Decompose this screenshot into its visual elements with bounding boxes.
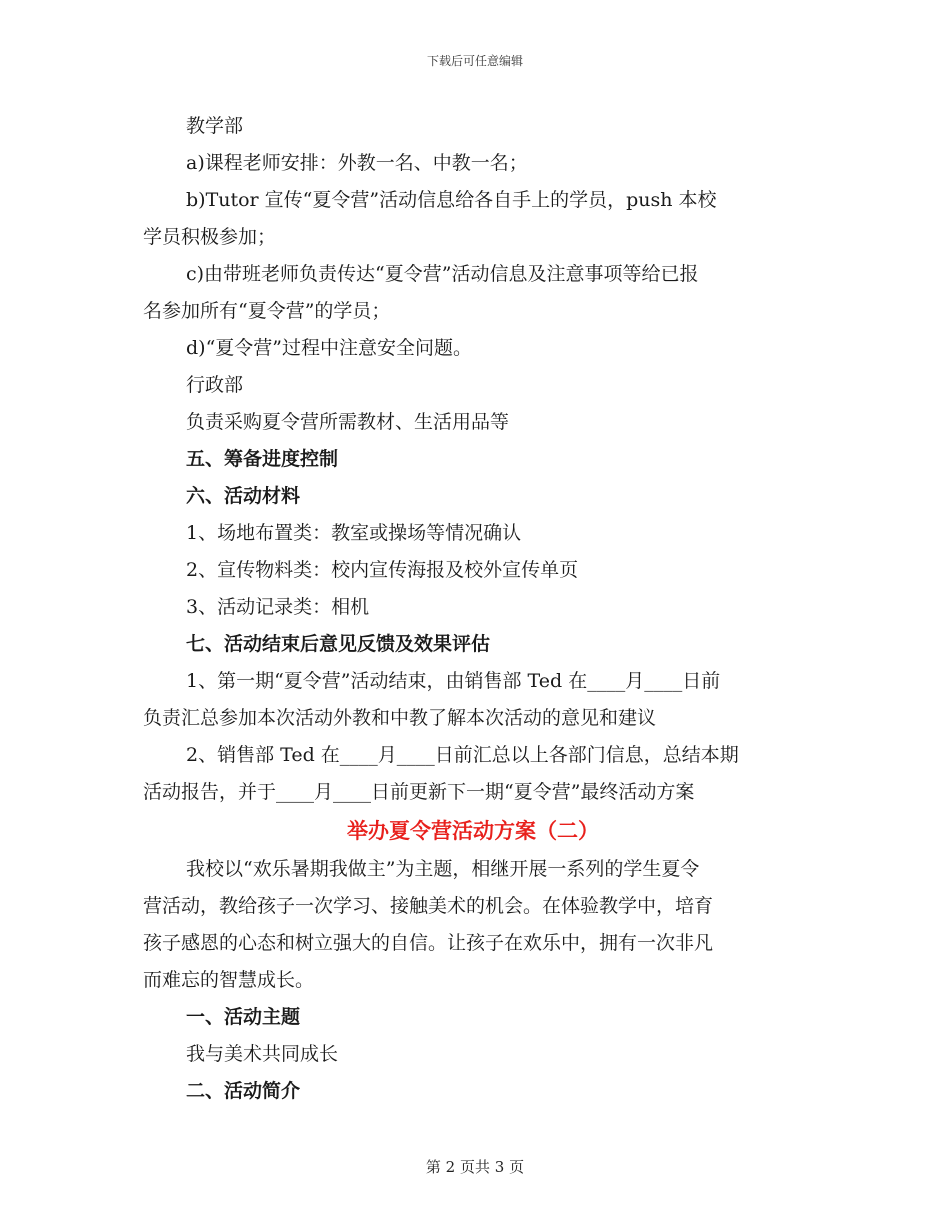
paragraph-line: 1、第一期“夏令营”活动结束，由销售部 Ted 在____月____日前 xyxy=(186,670,721,692)
paragraph-line: a)课程老师安排：外教一名、中教一名； xyxy=(186,152,528,174)
paragraph-line: 3、活动记录类：相机 xyxy=(186,596,370,618)
paragraph-line: 学员积极参加； xyxy=(143,226,277,248)
page-header: 下载后可任意编辑 xyxy=(426,54,523,68)
section-plan-two xyxy=(143,851,803,1110)
paragraph-line: 孩子感恩的心态和树立强大的自信。让孩子在欢乐中，拥有一次非凡 xyxy=(143,932,714,954)
paragraph-line: 活动报告，并于____月____日前更新下一期“夏令营”最终活动方案 xyxy=(143,781,695,803)
paragraph-line: 行政部 xyxy=(186,374,244,396)
paragraph-line: 营活动，教给孩子一次学习、接触美术的机会。在体验教学中，培育 xyxy=(143,895,714,917)
paragraph-line: 负责采购夏令营所需教材、生活用品等 xyxy=(186,411,510,433)
document-title: 举办夏令营活动方案（二） xyxy=(347,818,599,843)
paragraph-line: 2、销售部 Ted 在____月____日前汇总以上各部门信息，总结本期 xyxy=(186,744,739,766)
paragraph-line: 负责汇总参加本次活动外教和中教了解本次活动的意见和建议 xyxy=(143,707,657,729)
paragraph-line: 名参加所有“夏令营”的学员； xyxy=(143,300,391,322)
section-plan-one xyxy=(143,108,803,811)
paragraph-line: b)Tutor 宣传“夏令营”活动信息给各自手上的学员，push 本校 xyxy=(186,189,717,211)
page-footer: 第 2 页共 3 页 xyxy=(425,1158,525,1176)
paragraph-line: 2、宣传物料类：校内宣传海报及校外宣传单页 xyxy=(186,559,579,581)
paragraph-line: 我校以“欢乐暑期我做主”为主题，相继开展一系列的学生夏令 xyxy=(186,858,700,880)
paragraph-line: c)由带班老师负责传达“夏令营”活动信息及注意事项等给已报 xyxy=(186,263,699,285)
section-heading: 七、活动结束后意见反馈及效果评估 xyxy=(186,633,491,655)
paragraph-line: d)“夏令营”过程中注意安全问题。 xyxy=(186,337,473,359)
section-heading: 六、活动材料 xyxy=(186,485,301,507)
section-heading: 一、活动主题 xyxy=(186,1006,301,1028)
section-heading: 五、筹备进度控制 xyxy=(186,448,339,470)
paragraph-line: 1、场地布置类：教室或操场等情况确认 xyxy=(186,522,522,544)
paragraph-line: 而难忘的智慧成长。 xyxy=(143,969,315,991)
paragraph-line: 我与美术共同成长 xyxy=(186,1043,339,1065)
paragraph-line: 教学部 xyxy=(186,115,244,137)
section-heading: 二、活动简介 xyxy=(186,1080,301,1102)
document-body xyxy=(143,108,803,1110)
